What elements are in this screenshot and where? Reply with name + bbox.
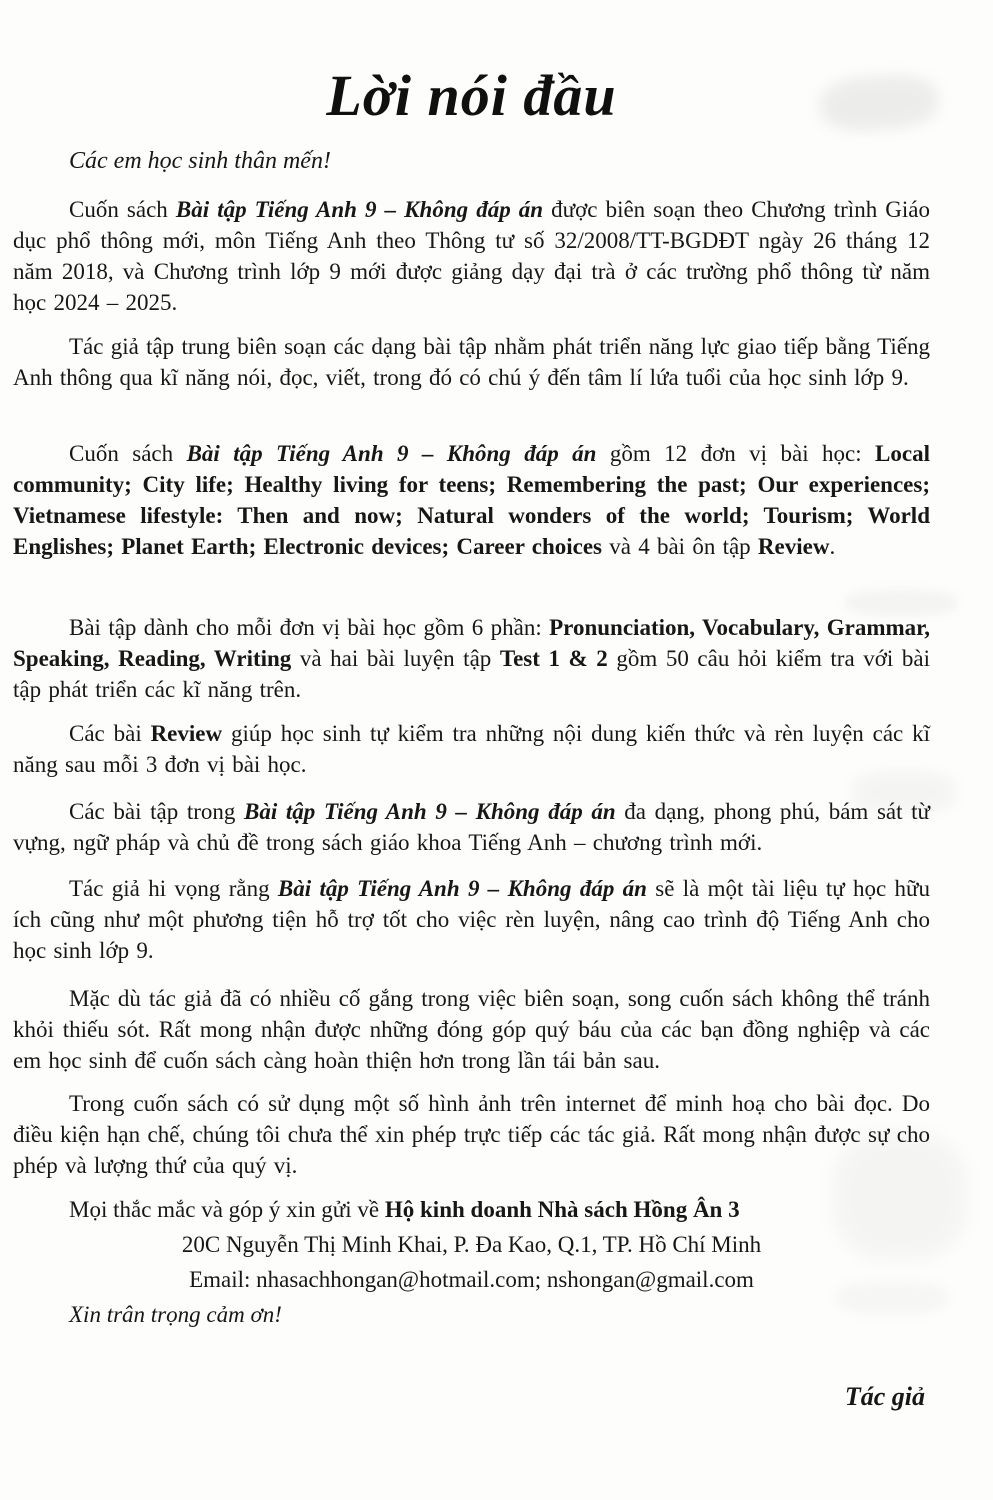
book-title: Bài tập Tiếng Anh 9 – Không đáp án — [244, 799, 616, 824]
text-segment: Tác giả tập trung biên soạn các dạng bài tập nhằm phát triển năng lực giao tiếp bằng Tiếng Anh thông qua kĩ năng nói, đọc, viết, trong đó có chú ý đến tâm lí lứa tuổi của học sinh lớp 9. — [13, 334, 930, 390]
text-segment: Bài tập dành cho mỗi đơn vị bài học gồm 6 phần: — [69, 615, 550, 640]
unit-titles: Local community; City life; Healthy living for teens; Remembering the past; Our experiences; Vietnamese lifestyle: Then and now; Natural wonders of the world; Tourism; World Englishes; Planet Earth; Electronic devices; Career choices — [13, 441, 930, 559]
paragraph-hope — [13, 873, 930, 966]
book-title: Bài tập Tiếng Anh 9 – Không đáp án — [175, 197, 544, 222]
text-segment: . — [829, 534, 836, 559]
contact-address: 20C Nguyễn Thị Minh Khai, P. Đa Kao, Q.1, TP. Hồ Chí Minh — [181, 1232, 762, 1257]
section-names: Pronunciation, Vocabulary, Grammar, Speaking, Reading, Writing — [13, 615, 931, 671]
paragraph-sections — [13, 612, 930, 705]
paragraph-review — [13, 718, 930, 780]
text-segment: Các bài tập trong — [69, 799, 245, 824]
text-segment: gồm 50 câu hỏi kiểm tra với bài tập phát triển các kĩ năng trên. — [13, 646, 930, 702]
contact-intro-line — [13, 1192, 930, 1227]
book-title: Bài tập Tiếng Anh 9 – Không đáp án — [186, 441, 597, 466]
text-segment: Trong cuốn sách có sử dụng một số hình ảnh trên internet để minh hoạ cho bài đọc. Do điều kiện hạn chế, chúng tôi chưa thể xin phép trực tiếp các tác giả. Rất mong nhận được sự cho phép và lượng thứ của quý vị. — [13, 1091, 930, 1178]
text-segment: Mặc dù tác giả đã có nhiều cố gắng trong việc biên soạn, song cuốn sách không thể tránh khỏi thiếu sót. Rất mong nhận được những đóng góp quý báu của các bạn đồng nghiệp và các em học sinh để cuốn sách càng hoàn thiện hơn trong lần tái bản sau. — [13, 986, 930, 1073]
paragraph-variety — [13, 796, 930, 858]
page-title: Lời nói đầu — [326, 63, 617, 128]
book-title: Bài tập Tiếng Anh 9 – Không đáp án — [277, 876, 647, 901]
closing-line: Xin trân trọng cảm ơn! — [69, 1302, 282, 1327]
test-label: Test 1 & 2 — [499, 646, 608, 671]
text-segment: Cuốn sách — [69, 441, 187, 466]
paragraph-apology — [13, 983, 930, 1076]
text-segment: Tác giả hi vọng rằng — [69, 876, 278, 901]
contact-block — [13, 1192, 930, 1297]
contact-email: Email: nhasachhongan@hotmail.com; nshongan@gmail.com — [189, 1267, 754, 1292]
text-segment: và hai bài luyện tập — [291, 646, 500, 671]
text-segment: sẽ là một tài liệu tự học hữu ích cũng như một phương tiện hỗ trợ tốt cho việc rèn luyện, nâng cao trình độ Tiếng Anh cho học sinh lớp 9. — [13, 876, 931, 963]
text-segment: Mọi thắc mắc và góp ý xin gửi về — [69, 1197, 385, 1222]
text-segment: Cuốn sách — [69, 197, 176, 222]
text-segment: gồm 12 đơn vị bài học: — [596, 441, 876, 466]
review-label: Review — [150, 721, 223, 746]
text-segment: và 4 bài ôn tập — [602, 534, 758, 559]
text-segment: Các bài — [69, 721, 151, 746]
text-segment: được biên soạn theo Chương trình Giáo dục phổ thông mới, môn Tiếng Anh theo Thông tư số 32/2008/TT-BGDĐT ngày 26 tháng 12 năm 2018, và Chương trình lớp 9 mới được giảng dạy đại trà ở các trường phổ thông từ năm học 2024 – 2025. — [13, 197, 930, 315]
text-segment: giúp học sinh tự kiểm tra những nội dung kiến thức và rèn luyện các kĩ năng sau mỗi 3 đơn vị bài học. — [13, 721, 930, 777]
paragraph-units-list — [13, 438, 930, 562]
greeting-line: Các em học sinh thân mến! — [69, 148, 331, 174]
review-label: Review — [757, 534, 830, 559]
author-signature: Tác giả — [844, 1382, 925, 1411]
paragraph-introduction — [13, 194, 930, 318]
text-segment: đa dạng, phong phú, bám sát từ vựng, ngữ pháp và chủ đề trong sách giáo khoa Tiếng Anh – chương trình mới. — [13, 799, 930, 855]
paragraph-author-focus — [13, 331, 930, 393]
paragraph-images-note — [13, 1088, 930, 1181]
store-name: Hộ kinh doanh Nhà sách Hồng Ân 3 — [384, 1197, 740, 1222]
